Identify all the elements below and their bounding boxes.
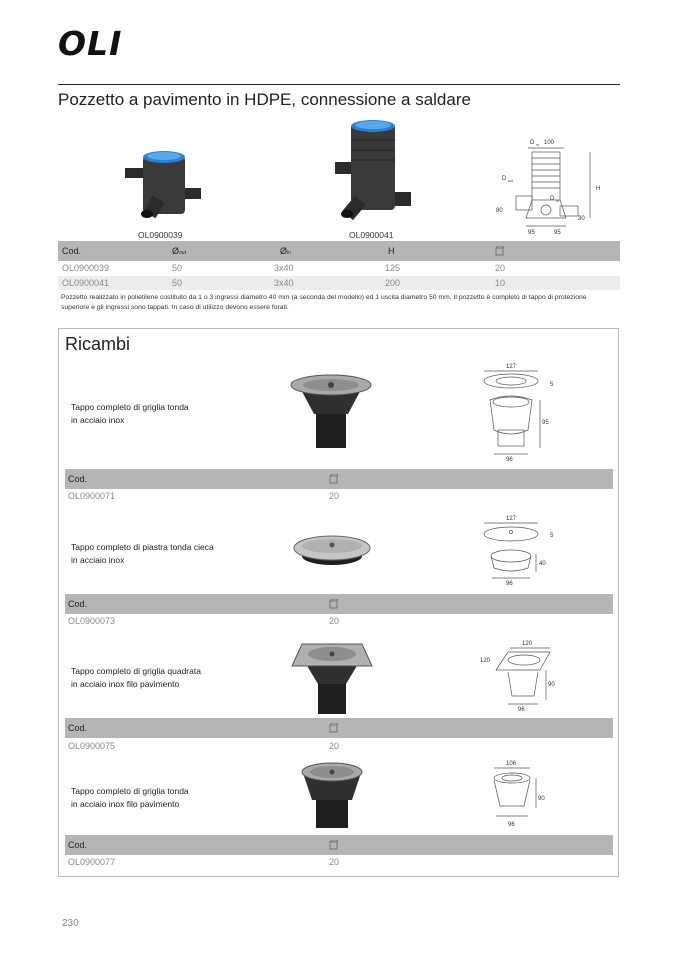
dim-label: 30 xyxy=(578,216,585,222)
spare-part-table-header xyxy=(65,718,613,738)
product-image-ol0900041 xyxy=(335,118,413,228)
dim-label: 95 xyxy=(528,230,535,236)
cell-dout: 50 xyxy=(172,278,183,288)
svg-text:127: 127 xyxy=(506,364,517,370)
table-row xyxy=(65,739,613,753)
dim-label: D xyxy=(502,176,507,182)
svg-text:96: 96 xyxy=(506,457,513,463)
cell-cod: OL0900077 xyxy=(68,857,116,867)
table-row xyxy=(65,614,613,628)
header-rule xyxy=(58,84,620,85)
product-code-label: OL0900039 xyxy=(138,230,183,240)
cell-h: 125 xyxy=(385,263,401,273)
dim-label: 100 xyxy=(544,140,555,146)
spare-part-drawing xyxy=(478,638,558,716)
box-icon xyxy=(329,474,338,484)
cell-qty: 20 xyxy=(329,741,340,751)
cell-cod: OL0900075 xyxy=(68,741,116,751)
spare-part-drawing xyxy=(478,512,558,590)
svg-text:96: 96 xyxy=(518,707,525,713)
box-icon xyxy=(329,723,338,733)
spare-part-table-header xyxy=(65,835,613,855)
cell-cod: OL0900073 xyxy=(68,616,116,626)
svg-text:40: 40 xyxy=(539,561,546,567)
dim-label: D xyxy=(550,196,555,202)
dim-label: in xyxy=(556,199,559,203)
dim-label: D xyxy=(530,140,535,146)
spare-part-description: Tappo completo di piastra tonda cieca in acciaio inox xyxy=(71,542,214,565)
spare-part-table-header xyxy=(65,469,613,489)
table-row xyxy=(58,261,620,275)
spare-part-table-header xyxy=(65,594,613,614)
page-number: 230 xyxy=(62,918,79,929)
svg-text:95: 95 xyxy=(542,420,549,426)
svg-text:90: 90 xyxy=(538,796,545,802)
svg-text:96: 96 xyxy=(508,822,515,828)
product-note: Pozzetto realizzato in polietilene costituito da 1 o 3 ingressi diametro 40 mm (a seconda del modello) ed 1 uscita diametro 50 mm. Il pozzetto è completo di tappo di protezione superiore e gli ingressi sono tappati. In caso di utilizzo devono essere forati. xyxy=(61,294,587,311)
spare-part-description: Tappo completo di griglia tonda in acciaio inox xyxy=(71,402,189,425)
col-cod: Cod. xyxy=(62,246,82,256)
cell-h: 200 xyxy=(385,278,401,288)
spare-part-image xyxy=(290,640,374,716)
table-row xyxy=(65,855,613,869)
technical-drawing xyxy=(492,134,612,240)
spare-part-image xyxy=(298,760,366,830)
svg-text:127: 127 xyxy=(506,516,517,522)
spare-part-image xyxy=(293,530,371,570)
col-cod: Cod. xyxy=(68,723,88,733)
spare-part-drawing xyxy=(478,758,558,832)
box-icon xyxy=(329,599,338,609)
col-din: Øin xyxy=(280,246,291,256)
svg-text:120: 120 xyxy=(480,658,491,664)
dim-label: H xyxy=(596,186,601,192)
box-icon xyxy=(495,246,504,256)
dim-label: in xyxy=(536,143,539,147)
col-cod: Cod. xyxy=(68,474,88,484)
spare-part-description: Tappo completo di griglia tonda in acciaio inox filo pavimento xyxy=(71,786,189,809)
col-dout: Øout xyxy=(172,246,186,256)
brand-logo: OLI xyxy=(58,24,123,63)
dim-label: out xyxy=(508,179,513,183)
svg-text:120: 120 xyxy=(522,641,533,647)
cell-din: 3x40 xyxy=(274,263,294,273)
cell-qty: 20 xyxy=(329,491,340,501)
cell-qty: 20 xyxy=(329,857,340,867)
cell-qty: 10 xyxy=(495,278,506,288)
cell-qty: 20 xyxy=(495,263,506,273)
cell-dout: 50 xyxy=(172,263,183,273)
cell-cod: OL0900039 xyxy=(62,263,110,273)
svg-text:90: 90 xyxy=(548,682,555,688)
box-icon xyxy=(329,840,338,850)
svg-text:5: 5 xyxy=(550,533,554,539)
col-cod: Cod. xyxy=(68,840,88,850)
spare-parts-title: Ricambi xyxy=(65,334,131,354)
spare-part-drawing xyxy=(478,360,558,464)
svg-text:96: 96 xyxy=(506,581,513,587)
svg-text:5: 5 xyxy=(550,382,554,388)
cell-qty: 20 xyxy=(329,616,340,626)
product-table-header xyxy=(58,241,620,261)
dim-label: 80 xyxy=(496,208,503,214)
svg-text:106: 106 xyxy=(506,761,517,767)
spare-part-image xyxy=(290,374,372,450)
table-row xyxy=(65,489,613,503)
col-cod: Cod. xyxy=(68,599,88,609)
product-image-ol0900039 xyxy=(125,148,203,228)
product-code-label: OL0900041 xyxy=(349,230,394,240)
col-h: H xyxy=(388,246,395,256)
table-row xyxy=(58,276,620,290)
dim-label: 95 xyxy=(554,230,561,236)
page-title: Pozzetto a pavimento in HDPE, connessione a saldare xyxy=(58,90,471,109)
spare-part-description: Tappo completo di griglia quadrata in acciaio inox filo pavimento xyxy=(71,666,201,689)
cell-din: 3x40 xyxy=(274,278,294,288)
cell-cod: OL0900041 xyxy=(62,278,110,288)
cell-cod: OL0900071 xyxy=(68,491,116,501)
